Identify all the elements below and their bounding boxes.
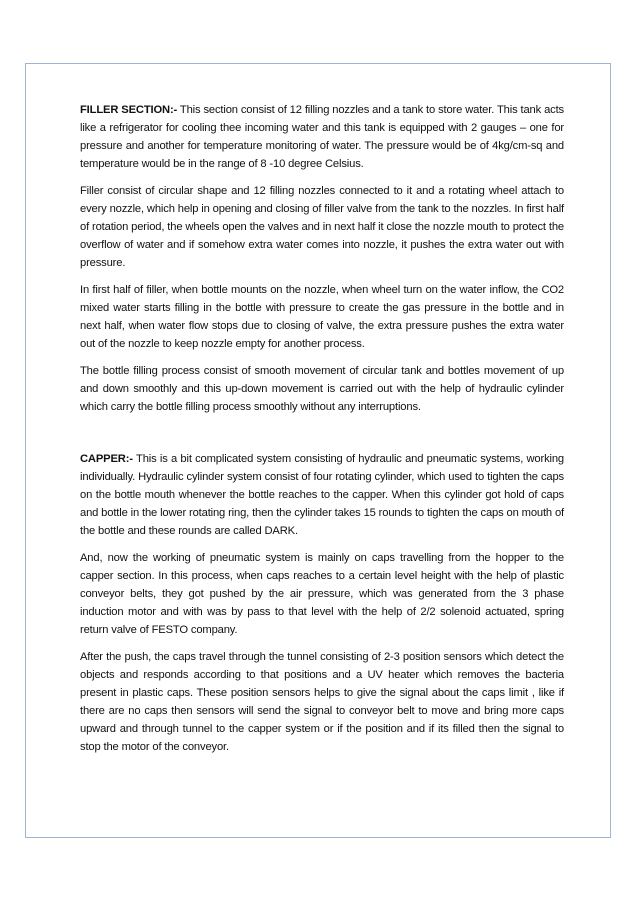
document-body <box>80 101 564 765</box>
capper-intro-text: This is a bit complicated system consisting of hydraulic and pneumatic systems, working individually. Hydraulic cylinder system consist of four rotating cylinder, which used to tighten the caps on the bottle mouth whenever the bottle reaches to the capper. When this cylinder got hold of caps and bottle in the lower rotating ring, then the cylinder takes 15 rounds to tighten the caps on mouth of the bottle and these rounds are called DARK. <box>80 453 564 537</box>
capper-paragraph-1: And, now the working of pneumatic system is mainly on caps travelling from the hopper to the capper section. In this process, when caps reaches to a certain level height with the help of plastic conveyor belts, they got pushed by the air pressure, which was generated from the 3 phase induction motor and with was by pass to that level with the help of 2/2 solenoid actuated, spring return valve of FESTO company. <box>80 552 564 636</box>
filler-section-heading: FILLER SECTION:- <box>80 104 178 116</box>
filler-paragraph-3: The bottle filling process consist of smooth movement of circular tank and bottles movement of up and down smoothly and this up-down movement is carried out with the help of hydraulic cylinder which carry the bottle filling process smoothly without any interruptions. <box>80 365 564 413</box>
filler-paragraph-1: Filler consist of circular shape and 12 filling nozzles connected to it and a rotating wheel attach to every nozzle, which help in opening and closing of filler valve from the tank to the nozzles. In first half of rotation period, the wheels open the valves and in next half it close the nozzle mouth to protect the overflow of water and if somehow extra water comes into nozzle, it pushes the extra water out with pressure. <box>80 185 564 269</box>
filler-paragraph-2: In first half of filler, when bottle mounts on the nozzle, when wheel turn on the water inflow, the CO2 mixed water starts filling in the bottle with pressure to create the gas pressure in the bottle and in next half, when water flow stops due to closing of valve, the extra pressure pushes the extra water out of the nozzle to keep nozzle empty for another process. <box>80 284 564 350</box>
filler-intro-text: This section consist of 12 filling nozzles and a tank to store water. This tank acts like a refrigerator for cooling thee incoming water and this tank is equipped with 2 gauges – one for pressure and another for temperature monitoring of water. The pressure would be of 4kg/cm-sq and temperature would be in the range of 8 -10 degree Celsius. <box>80 104 564 170</box>
capper-section-heading: CAPPER:- <box>80 453 133 465</box>
section-gap <box>80 425 564 450</box>
capper-paragraph-2: After the push, the caps travel through the tunnel consisting of 2-3 position sensors which detect the objects and responds according to that positions and a UV heater which removes the bacteria present in plastic caps. These position sensors helps to give the signal about the caps limit , like if there are no caps then sensors will send the signal to conveyor belt to move and bring more caps upward and through tunnel to the capper system or if the position and if its filled then the signal to stop the motor of the conveyor. <box>80 651 564 753</box>
capper-intro-paragraph <box>80 450 564 540</box>
filler-intro-paragraph <box>80 101 564 173</box>
